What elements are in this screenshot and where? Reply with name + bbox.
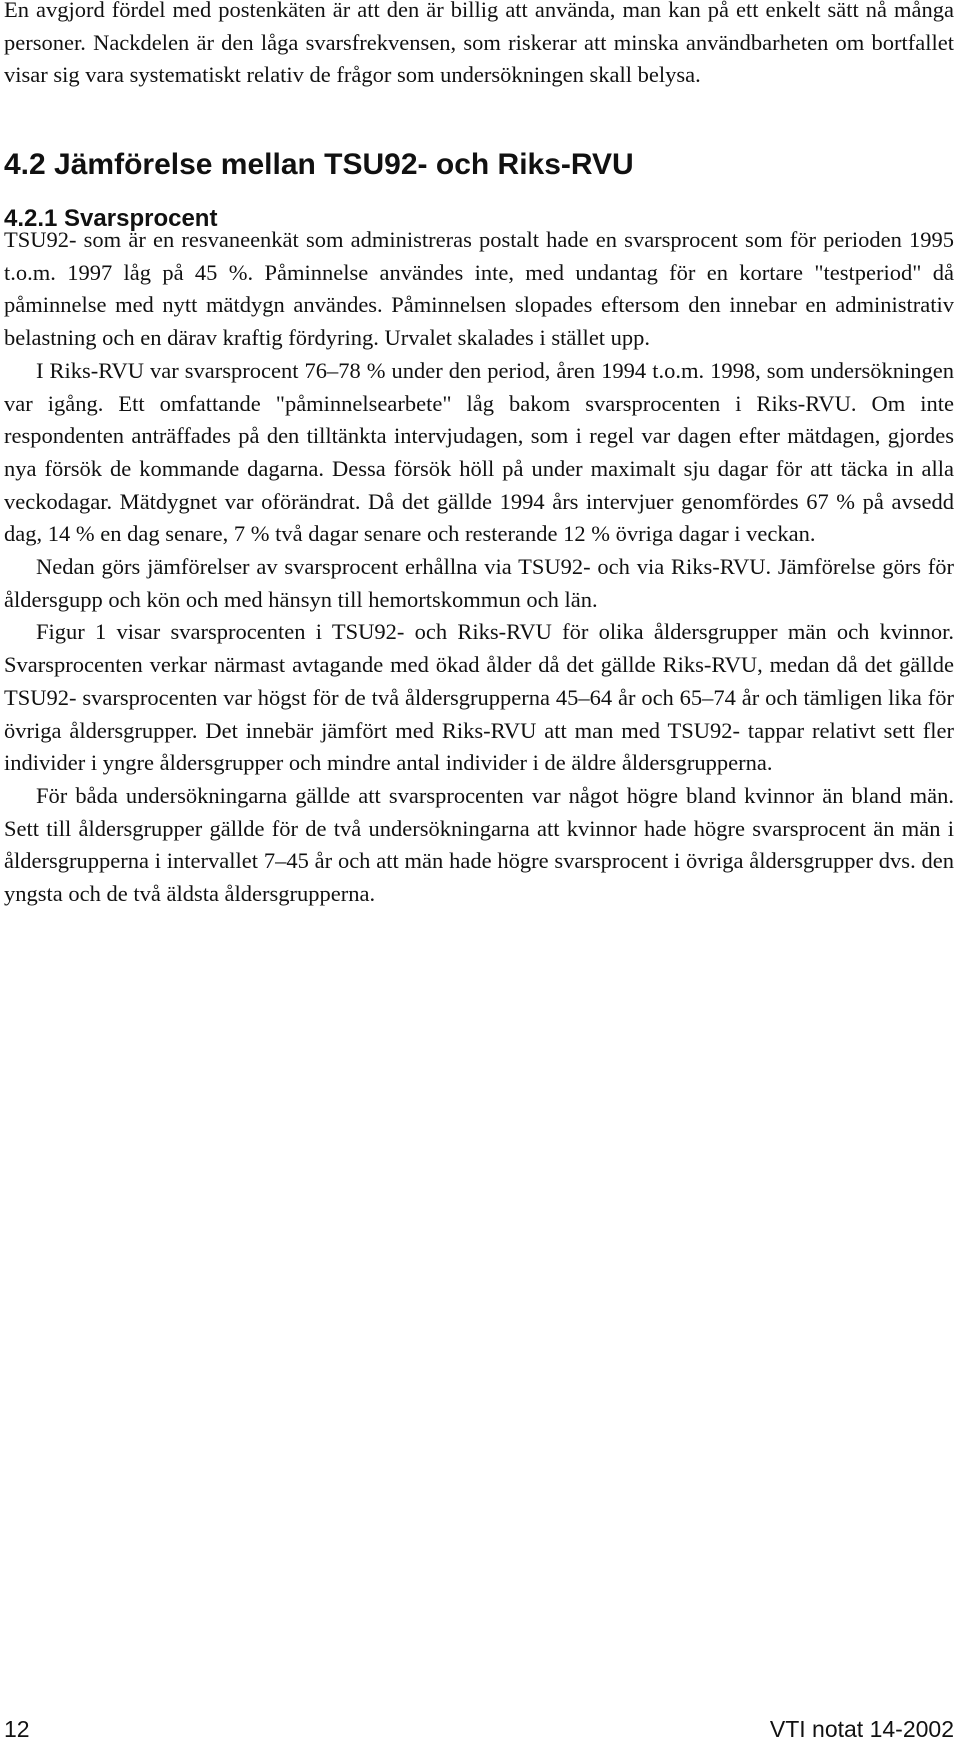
intro-paragraph: En avgjord fördel med postenkäten är att den är billig att använda, man kan på ett enkelt sätt nå många personer. Nackdelen är den låga svarsfrekvensen, som riskerar att minska användbarheten om bortfallet visar sig vara systematiskt relativ de frågor som undersökningen skall belysa.: [4, 0, 954, 88]
paragraph-gender-comparison: För båda undersökningarna gällde att svarsprocenten var något högre bland kvinnor än bland män. Sett till åldersgrupper gällde för de två undersökningarna att kvinnor hade högre svarsprocent än män i åldersgrupperna i intervallet 7–45 år och att män hade högre svarsprocent i övriga åldersgrupper dvs. den yngsta och de två äldsta åldersgrupperna.: [4, 782, 954, 907]
paragraph-response-rate-riks-rvu: I Riks-RVU var svarsprocent 76–78 % under den period, åren 1994 t.o.m. 1998, som undersökningen var igång. Ett omfattande "påminnelsearbete" låg bakom svarsprocenten i Riks-RVU. Om inte respondenten anträffades på den tilltänkta intervjudagen, som i regel var dagen efter mätdagen, gjordes nya försök de kommande dagarna. Dessa försök höll på under maximalt sju dagar för att täcka in alla veckodagar. Mätdygnet var oförändrat. Då det gällde 1994 års intervjuer genomfördes 67 % på avsedd dag, 14 % en dag senare, 7 % två dagar senare och resterande 12 % övriga dagar i veckan.: [4, 357, 954, 547]
subsection-heading: 4.2.1 Svarsprocent: [4, 205, 218, 232]
paragraph-response-rate-tsu92: TSU92- som är en resvaneenkät som administreras postalt hade en svarsprocent som för perioden 1995 t.o.m. 1997 låg på 45 %. Påminnelse användes inte, med undantag för en kortare "testperiod" då påminnelse med nytt mätdygn användes. Påminnelsen slopades eftersom den innebar en administrativ belastning och en därav kraftig fördyring. Urvalet skalades i stället upp.: [4, 227, 954, 351]
paragraph-figure-1-description: Figur 1 visar svarsprocenten i TSU92- och Riks-RVU för olika åldersgrupper män och kvinnor. Svarsprocenten verkar närmast avtagande med ökad ålder då det gällde Riks-RVU, medan då det gällde TSU92- svarsprocenten var högst för de två åldersgrupperna 45–64 år och 65–74 år och tämligen lika för övriga åldersgrupper. Det innebär jämfört med Riks-RVU att man med TSU92- tappar relativt sett fler individer i yngre åldersgrupper och mindre antal individer i de äldre åldersgrupperna.: [4, 619, 954, 776]
publication-series: VTI notat 14-2002: [769, 1716, 954, 1742]
body-text: [4, 224, 954, 911]
page-number: 12: [4, 1716, 30, 1742]
section-heading: 4.2 Jämförelse mellan TSU92- och Riks-RVU: [4, 148, 634, 181]
paragraph-comparison-intro: Nedan görs jämförelser av svarsprocent erhållna via TSU92- och via Riks-RVU. Jämförelse görs för åldersgupp och kön och med hänsyn till hemortskommun och län.: [4, 554, 954, 612]
